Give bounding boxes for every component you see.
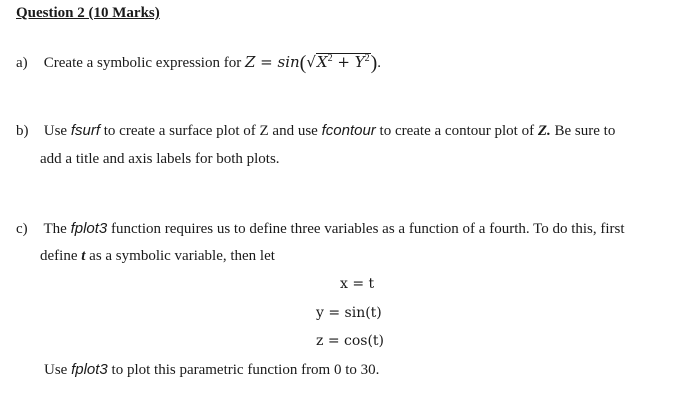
part-b-label: b) (16, 123, 29, 139)
part-a-text: Create a symbolic expression for (43, 55, 245, 71)
part-b-t3: to create a contour plot of (375, 123, 538, 139)
part-a-label: a) (16, 55, 28, 71)
part-c-l3a: Use (44, 362, 72, 378)
part-c-l2a: define (40, 248, 82, 264)
part-c-line1 (16, 220, 625, 238)
fn-fplot3: fplot3 (70, 220, 108, 237)
part-c-line2 (40, 248, 275, 265)
paren-open: ( (299, 52, 307, 74)
expr-y-sup: 2 (364, 53, 370, 64)
part-b-t2: to create a surface plot of Z and use (100, 123, 322, 139)
expr-plus: + (332, 53, 355, 71)
part-c-t1: The (43, 221, 71, 237)
part-b-line1 (16, 122, 615, 140)
part-b-t1: Use (43, 123, 71, 139)
sqrt-body (316, 53, 371, 72)
part-c-line3 (44, 361, 379, 379)
part-b-t4: Be sure to (550, 123, 616, 139)
part-a (16, 52, 381, 75)
fn-fplot3-2: fplot3 (71, 361, 108, 378)
part-c-l2b: as a symbolic variable, then let (85, 248, 275, 264)
expr-x: X (316, 53, 328, 71)
part-b-line2: add a title and axis labels for both plots. (40, 151, 280, 167)
expr-x-sup: 2 (327, 53, 333, 64)
equation-x: x = t (340, 276, 375, 292)
expr-fn: sin (277, 53, 300, 71)
part-c-t2: function requires us to define three variables as a function of a fourth. To do this, first (107, 221, 625, 237)
part-c-label: c) (16, 221, 28, 237)
equation-z: z = cos(t) (316, 333, 385, 349)
expr-lhs: Z (244, 53, 256, 71)
part-a-end: . (377, 55, 382, 71)
question-title: Question 2 (10 Marks) (16, 5, 160, 21)
paren-close: ) (370, 52, 378, 74)
sqrt-sign: √ (306, 53, 316, 71)
equation-y: y = sin(t) (316, 305, 382, 321)
expr-y: Y (354, 53, 365, 71)
var-t: t (81, 248, 86, 264)
fn-fsurf: fsurf (70, 122, 101, 139)
expr-eq: = (255, 53, 278, 71)
part-b-z: Z. (537, 123, 551, 139)
part-c-l3b: to plot this parametric function from 0 to 30. (107, 362, 380, 378)
fn-fcontour: fcontour (321, 122, 376, 139)
